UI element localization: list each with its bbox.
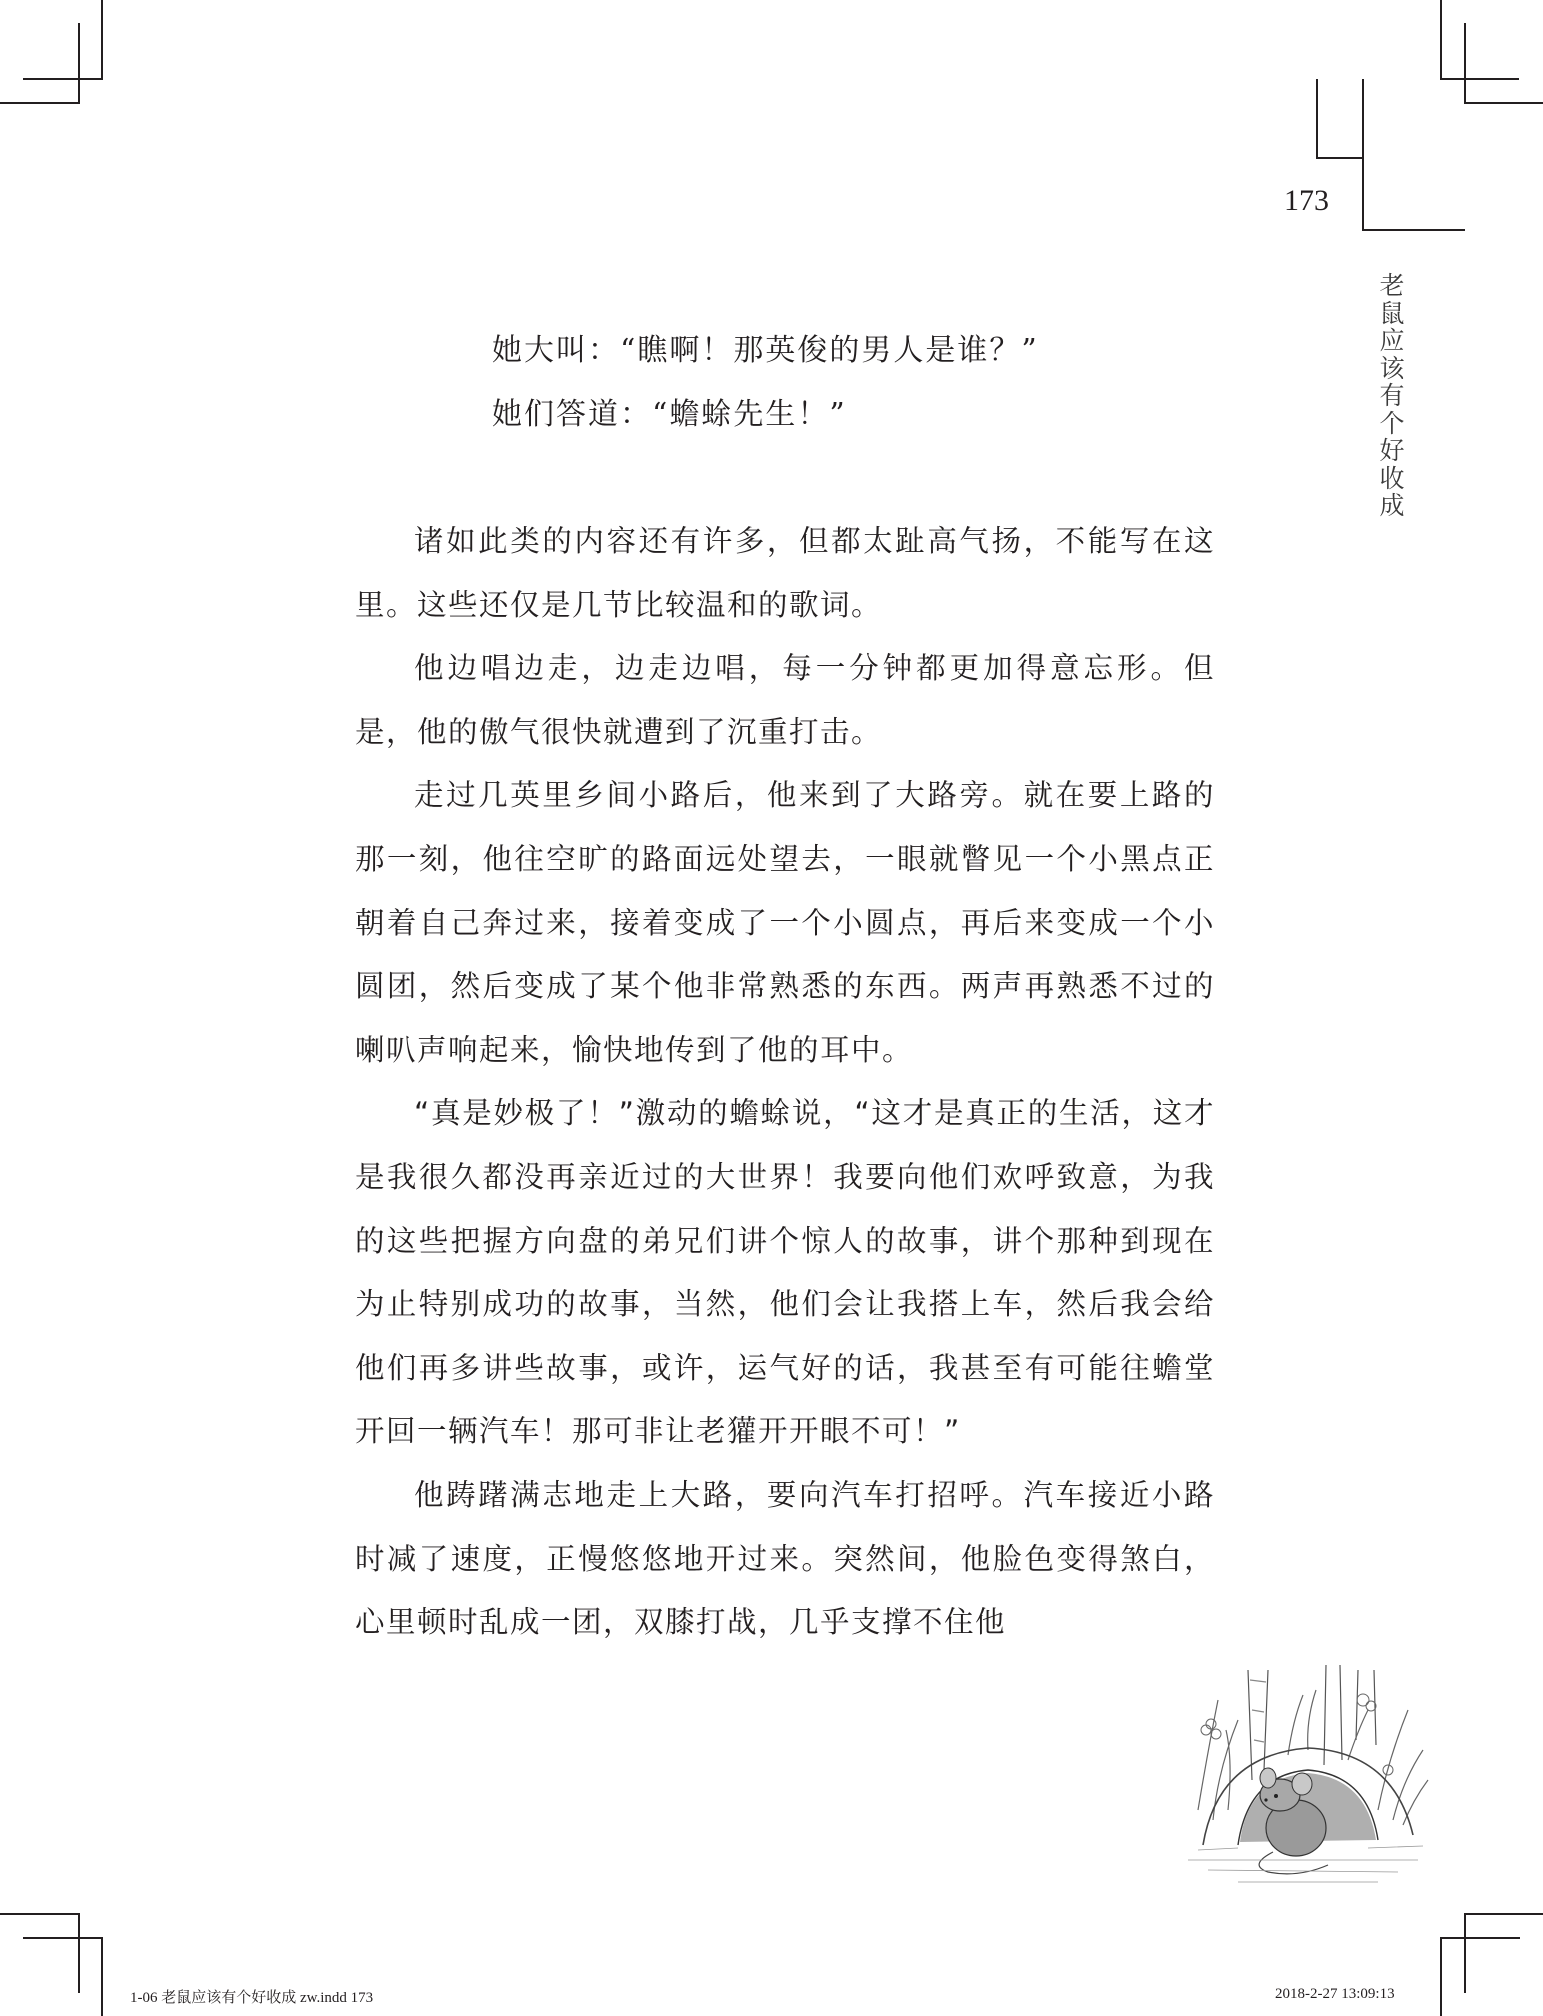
crop-mark	[0, 102, 80, 104]
paragraph: 他边唱边走，边走边唱，每一分钟都更加得意忘形。但是，他的傲气很快就遭到了沉重打击。	[355, 651, 1215, 749]
body-text	[355, 510, 1215, 1655]
crop-mark	[1440, 0, 1442, 79]
crop-mark	[1440, 1937, 1442, 2016]
paragraph: 诸如此类的内容还有许多，但都太趾高气扬，不能写在这里。这些还仅是几节比较温和的歌词。	[355, 524, 1215, 622]
crop-mark	[101, 1937, 103, 2016]
crop-mark	[1464, 102, 1543, 104]
paragraph: 走过几英里乡间小路后，他来到了大路旁。就在要上路的那一刻，他往空旷的路面远处望去，一眼就瞥见一个小黑点正朝着自己奔过来，接着变成了一个小圆点，再后来变成一个小圆团，然后变成了某个他非常熟悉的东西。两声再熟悉不过的喇叭声响起来，愉快地传到了他的耳中。	[355, 778, 1215, 1067]
crop-mark	[1440, 1937, 1520, 1939]
crop-mark	[1464, 1913, 1466, 1993]
crop-mark	[23, 78, 103, 80]
mouse-sketch-icon	[1178, 1660, 1436, 1892]
header-rule	[1316, 157, 1363, 159]
crop-mark	[1464, 23, 1466, 103]
verse-line: 她们答道：“蟾蜍先生！”	[492, 397, 847, 432]
verse-line: 她大叫：“瞧啊！那英俊的男人是谁？”	[492, 333, 1039, 368]
mouse-burrow-illustration	[1178, 1660, 1436, 1892]
paragraph: “真是妙极了！”激动的蟾蜍说，“这才是真正的生活，这才是我很久都没再亲近过的大世界！我要向他们欢呼致意，为我的这些把握方向盘的弟兄们讲个惊人的故事，讲个那种到现在为止特别成功的故事，当然，他们会让我搭上车，然后我会给他们再多讲些故事，或许，运气好的话，我甚至有可能往蟾堂开回一辆汽车！那可非让老獾开开眼不可！”	[355, 1096, 1215, 1449]
header-rule	[1362, 79, 1364, 230]
header-rule	[1316, 79, 1318, 158]
paragraph: 他踌躇满志地走上大路，要向汽车打招呼。汽车接近小路时减了速度，正慢悠悠地开过来。突然间，他脸色变得煞白，心里顿时乱成一团，双膝打战，几乎支撑不住他	[355, 1477, 1215, 1640]
header-rule	[1362, 229, 1465, 231]
slug-file-info: 1-06 老鼠应该有个好收成 zw.indd 173	[130, 1990, 374, 2006]
running-head-vertical: 老鼠应该有个好收成	[1379, 271, 1405, 520]
crop-mark	[1440, 78, 1519, 80]
crop-mark	[23, 1937, 103, 1939]
slug-timestamp: 2018-2-27 13:09:13	[1275, 1986, 1395, 2002]
crop-mark	[78, 1913, 80, 1993]
page-number: 173	[1284, 184, 1329, 217]
crop-mark	[101, 0, 103, 79]
crop-mark	[1464, 1913, 1543, 1915]
crop-mark	[78, 23, 80, 103]
crop-mark	[0, 1913, 79, 1915]
